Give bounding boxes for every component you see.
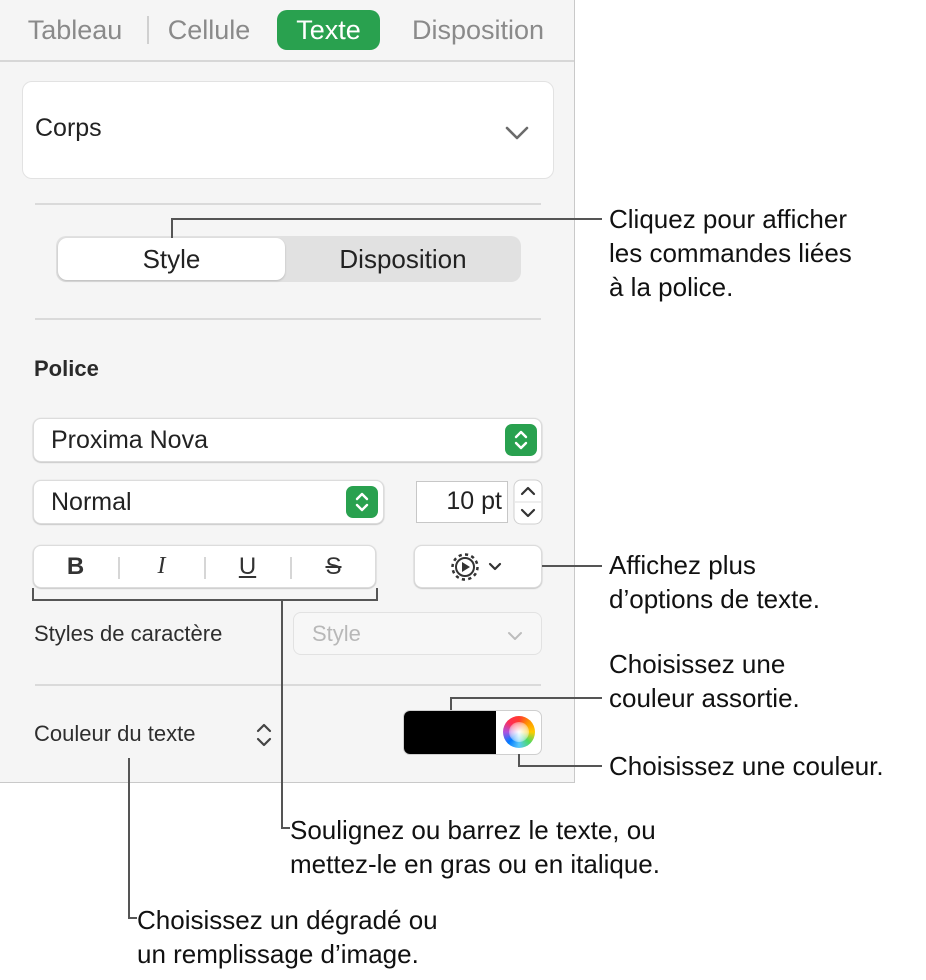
character-styles-placeholder: Style (312, 621, 361, 646)
font-family-value: Proxima Nova (51, 426, 208, 454)
callout-more-options (609, 548, 820, 616)
tab-cellule[interactable]: Cellule (167, 15, 251, 45)
callout-line: d’options de texte. (609, 584, 821, 614)
text-color-label[interactable]: Couleur du texte (34, 721, 196, 746)
callout-line: Affichez plus (609, 550, 756, 580)
callout-choose-color (609, 749, 884, 783)
tab-texte[interactable]: Texte (277, 10, 380, 50)
character-styles-label: Styles de caractère (34, 621, 223, 646)
callout-matching-color (609, 647, 800, 715)
segment-disposition[interactable]: Disposition (339, 244, 467, 274)
callout-line: Soulignez ou barrez le texte, ou (290, 815, 656, 845)
font-size-value: 10 pt (446, 487, 502, 515)
callout-line: Choisissez une couleur. (609, 751, 884, 781)
callout-line: Choisissez un dégradé ou (137, 905, 438, 935)
bold-button[interactable]: B (66, 553, 85, 580)
callout-line: Choisissez une (609, 649, 786, 679)
callout-line: couleur assortie. (609, 683, 800, 713)
underline-button[interactable]: U (238, 553, 257, 580)
paragraph-style-value: Corps (35, 114, 102, 142)
typeface-value: Normal (51, 488, 132, 516)
callout-line: mettez-le en gras ou en italique. (290, 849, 660, 879)
section-title-police: Police (34, 356, 99, 381)
tab-disposition[interactable]: Disposition (411, 15, 545, 45)
callout-gradient (137, 903, 438, 971)
callout-format (290, 813, 660, 881)
callout-line: les commandes liées (609, 238, 852, 268)
segment-style-label: Style (142, 244, 201, 274)
callout-line: Cliquez pour afficher (609, 204, 847, 234)
callout-line: un remplissage d’image. (137, 939, 419, 969)
callout-style-toggle (609, 202, 852, 304)
tab-tableau[interactable]: Tableau (27, 15, 123, 45)
strikethrough-button[interactable]: S (325, 553, 342, 580)
italic-button[interactable]: I (157, 553, 166, 579)
callout-line: à la police. (609, 272, 734, 302)
